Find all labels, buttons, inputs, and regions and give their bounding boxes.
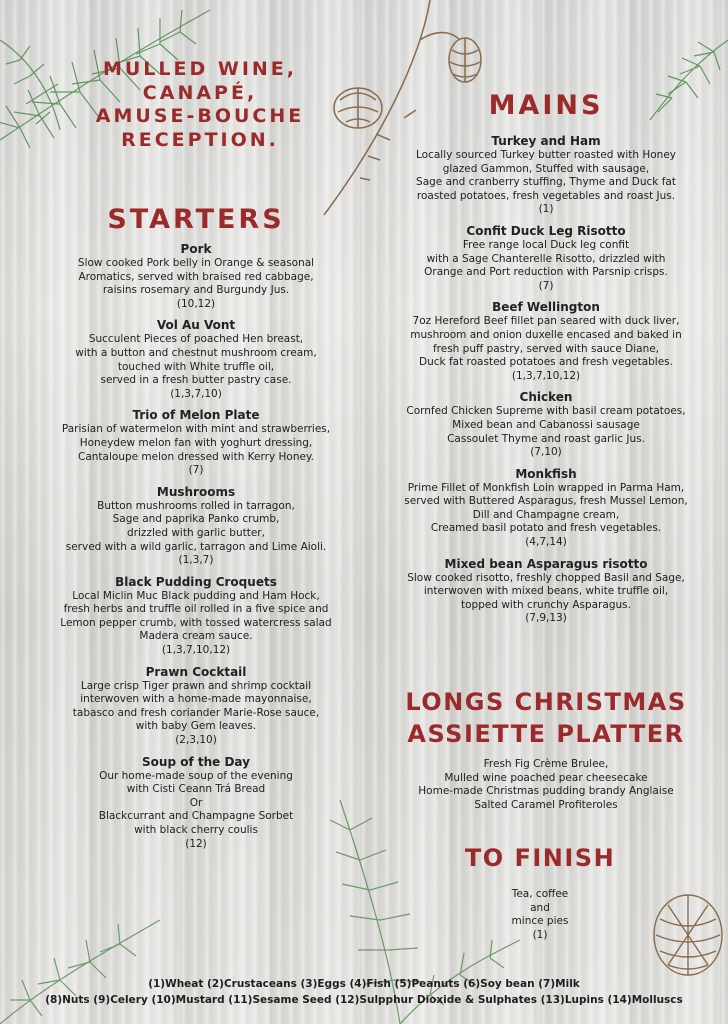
finish-line: Tea, coffee [511, 888, 569, 900]
menu-item-description-line: (7) [188, 464, 204, 477]
menu-item-title: Pork [180, 242, 212, 256]
allergen-key [0, 976, 728, 1008]
menu-item-description-line: Or [189, 796, 203, 809]
menu-item-description-line: Duck fat roasted potatoes and fresh vegetables. [419, 356, 673, 369]
starters-section [24, 202, 368, 858]
platter-line: Mulled wine poached pear cheesecake [444, 771, 648, 784]
menu-item-description-line: served in a fresh butter pastry case. [100, 374, 292, 387]
menu-item-description-line: fresh herbs and truffle oil rolled in a five spice and [63, 603, 329, 616]
menu-item-description-line: Free range local Duck leg confit [462, 238, 630, 251]
menu-item-description-line: with a button and chestnut mushroom cream, [75, 346, 317, 359]
menu-item-description-line: interwoven with mixed beans, white truffle oil, [423, 585, 669, 598]
menu-item [24, 242, 368, 311]
menu-item-description-line: drizzled with garlic butter, [127, 526, 265, 539]
menu-item-description-line: Mixed bean and Cabanossi sausage [452, 418, 640, 431]
menu-item-title: Chicken [519, 390, 573, 405]
menu-item-description-line: Locally sourced Turkey butter roasted with Honey [416, 149, 676, 161]
menu-item-description-line: Cassoulet Thyme and roast garlic Jus. [447, 432, 645, 445]
menu-item-title: Vol Au Vont [156, 318, 236, 333]
menu-item-description-line: (1,3,7,10) [170, 387, 222, 400]
menu-item [376, 557, 716, 626]
menu-item-description-line: tabasco and fresh coriander Marie-Rose sauce, [72, 706, 320, 719]
menu-item-title: Soup of the Day [142, 754, 250, 769]
menu-item [376, 134, 716, 217]
platter-line: Home-made Christmas pudding brandy Anglaise [418, 785, 674, 798]
menu-item-description-line: Aromatics, served with braised red cabbage, [78, 270, 314, 283]
starters-heading: STARTERS [107, 204, 285, 235]
menu-item [24, 318, 368, 401]
menu-item-description-line: (7) [538, 279, 554, 292]
reception-line: RECEPTION. [121, 128, 279, 151]
menu-item-description-line: Parisian of watermelon with mint and strawberries, [61, 423, 331, 436]
menu-item-description-line: (4,7,14) [525, 536, 567, 549]
menu-item [24, 575, 368, 658]
menu-item-title: Monkfish [515, 466, 577, 481]
menu-item-description-line: Button mushrooms rolled in tarragon, [97, 499, 295, 512]
menu-item-description-line: served with Buttered Asparagus, fresh Mussel Lemon, [404, 495, 688, 508]
finish-line: and [530, 901, 550, 914]
menu-item [376, 224, 716, 293]
menu-item [376, 467, 716, 550]
menu-item-description-line: (10,12) [176, 297, 216, 310]
menu-item-description-line: Local Miclin Muc Black pudding and Ham Hock, [72, 589, 320, 602]
platter-line: Fresh Fig Crème Brulee, [483, 758, 609, 770]
menu-item-title: Prawn Cocktail [145, 664, 247, 679]
menu-item-description-line: Creamed basil potato and fresh vegetables. [430, 522, 662, 535]
platter-heading-line: LONGS CHRISTMAS [405, 688, 687, 716]
allergen-line: (1)Wheat (2)Crustaceans (3)Eggs (4)Fish (5)Peanuts (6)Soy bean (7)Milk [148, 978, 580, 990]
allergen-line: (8)Nuts (9)Celery (10)Mustard (11)Sesame Seed (12)Sulpphur Dioxide & Sulphates (13)Lupins (14)Molluscs [45, 994, 683, 1006]
menu-item-description-line: Dill and Champagne cream, [472, 508, 620, 521]
menu-item-description-line: Large crisp Tiger prawn and shrimp cocktail [80, 679, 312, 692]
menu-item-title: Beef Wellington [492, 300, 600, 315]
menu-item-description-line: Sage and cranberry stuffing, Thyme and Duck fat [416, 176, 676, 189]
menu-item-description-line: (12) [185, 837, 207, 850]
menu-item-description-line: Succulent Pieces of poached Hen breast, [88, 333, 304, 346]
menu-item-title: Confit Duck Leg Risotto [466, 223, 626, 238]
reception-line: CANAPÉ, [142, 81, 258, 104]
menu-item-description-line: Madera cream sauce. [139, 630, 253, 643]
platter-line: Salted Caramel Profiteroles [474, 798, 618, 811]
menu-item [24, 665, 368, 748]
menu-item-title: Black Pudding Croquets [115, 574, 277, 589]
finish-heading: TO FINISH [464, 844, 616, 872]
menu-item-description-line: Honeydew melon fan with yoghurt dressing, [79, 436, 313, 449]
menu-item-description-line: Our home-made soup of the evening [99, 769, 293, 782]
menu-item-description-line: with Cisti Ceann Trá Bread [126, 783, 266, 796]
menu-item-description-line: with black cherry coulis [134, 824, 258, 836]
menu-item-title: Mixed bean Asparagus risotto [444, 556, 648, 571]
platter-section [376, 686, 716, 812]
menu-item-description-line: raisins rosemary and Burgundy Jus. [102, 284, 290, 297]
finish-line: mince pies [511, 915, 569, 928]
menu-item-description-line: (7,10) [530, 446, 562, 459]
pinecone-bottom-right-icon [638, 885, 728, 985]
menu-item-description-line: mushroom and onion duxelle encased and baked in [410, 328, 682, 341]
mains-section [376, 88, 716, 633]
menu-item [376, 390, 716, 459]
reception-line: AMUSE-BOUCHE [95, 105, 305, 127]
menu-item-description-line: (7,9,13) [525, 612, 567, 625]
menu-item-description-line: topped with crunchy Asparagus. [461, 598, 631, 611]
menu-item-description-line: roasted potatoes, fresh vegetables and roast Jus. [416, 189, 676, 202]
menu-item-description-line: Slow cooked Pork belly in Orange & seasonal [77, 257, 315, 269]
menu-item-description-line: Prime Fillet of Monkfish Loin wrapped in Parma Ham, [407, 481, 685, 494]
finish-line: (1) [532, 928, 548, 941]
menu-item-title: Mushrooms [156, 484, 236, 499]
menu-item-description-line: Orange and Port reduction with Parsnip crisps. [424, 266, 668, 279]
menu-item-description-line: (2,3,10) [175, 734, 217, 747]
menu-item-description-line: Cantaloupe melon dressed with Kerry Honey. [78, 450, 314, 463]
mains-list [376, 134, 716, 626]
starters-list [24, 242, 368, 851]
menu-item-description-line: Sage and paprika Panko crumb, [112, 513, 280, 526]
menu-item-title: Turkey and Ham [491, 134, 601, 148]
menu-item-description-line: fresh puff pastry, served with sauce Diane, [432, 342, 660, 355]
menu-item-title: Trio of Melon Plate [132, 408, 260, 423]
menu-item-description-line: Blackcurrant and Champagne Sorbet [98, 810, 294, 823]
menu-item [376, 300, 716, 383]
menu-item-description-line: served with a wild garlic, tarragon and Lime Aioli. [65, 540, 327, 553]
menu-item-description-line: touched with White truffle oil, [117, 360, 275, 373]
menu-item [24, 408, 368, 477]
menu-item-description-line: (1) [538, 203, 554, 216]
menu-item-description-line: with baby Gem leaves. [135, 720, 257, 733]
platter-heading-line: ASSIETTE PLATTER [407, 720, 685, 748]
menu-item [24, 485, 368, 568]
menu-item-description-line: Slow cooked risotto, freshly chopped Basil and Sage, [407, 571, 685, 584]
menu-item-description-line: (1,3,7) [178, 554, 214, 567]
menu-item [24, 755, 368, 852]
menu-item-description-line: Lemon pepper crumb, with tossed watercress salad [60, 616, 332, 629]
reception-line: MULLED WINE, [102, 58, 298, 80]
reception-section [80, 58, 320, 152]
menu-item-description-line: Cornfed Chicken Supreme with basil cream potatoes, [406, 405, 686, 418]
menu-item-description-line: interwoven with a home-made mayonnaise, [80, 693, 312, 706]
menu-item-description-line: 7oz Hereford Beef fillet pan seared with duck liver, [412, 315, 680, 328]
menu-item-description-line: (1,3,7,10,12) [511, 369, 581, 382]
mains-heading: MAINS [488, 90, 604, 121]
menu-item-description-line: (1,3,7,10,12) [161, 644, 231, 657]
finish-section [440, 842, 640, 942]
menu-item-description-line: with a Sage Chanterelle Risotto, drizzled with [426, 252, 666, 265]
menu-item-description-line: glazed Gammon, Stuffed with sausage, [442, 162, 650, 175]
